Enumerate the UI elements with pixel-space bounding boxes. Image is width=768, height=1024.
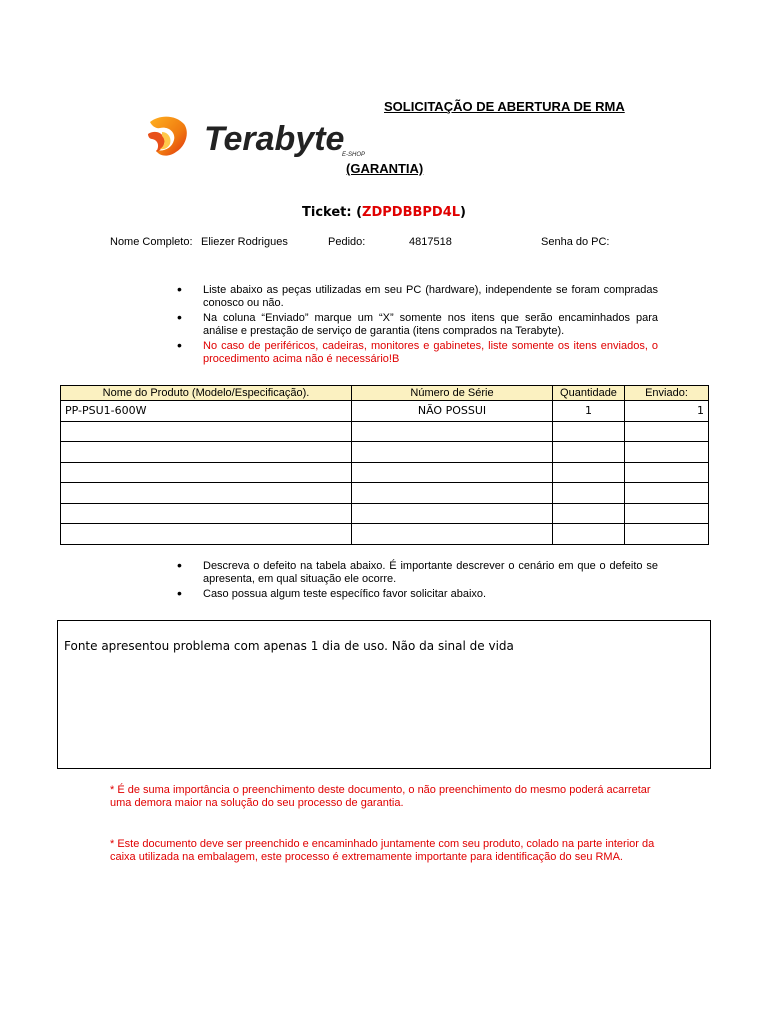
table-row [61, 462, 709, 483]
instruction-item: • Na coluna “Enviado” marque um “X” somente nos itens que serão encaminhados para análise e prestação de serviço de garantia (itens comprados na Terabyte). [176, 312, 658, 338]
name-value: Eliezer Rodrigues [201, 236, 288, 248]
table-header-row [61, 386, 709, 401]
parts-table [60, 385, 709, 545]
name-label: Nome Completo: [110, 236, 193, 248]
cell-sent[interactable] [625, 483, 709, 504]
cell-sent[interactable] [625, 524, 709, 545]
cell-quantity[interactable] [553, 462, 625, 483]
ticket-code: ZDPDBBPD4L [362, 205, 461, 220]
pc-password-label: Senha do PC: [541, 236, 610, 248]
cell-quantity[interactable]: 1 [553, 401, 625, 422]
cell-quantity[interactable] [553, 524, 625, 545]
cell-product[interactable] [61, 462, 352, 483]
form-title: SOLICITAÇÃO DE ABERTURA DE RMA [384, 99, 625, 114]
logo-eshop: E-SHOP [342, 152, 366, 158]
cell-serial[interactable] [352, 462, 553, 483]
cell-product[interactable] [61, 442, 352, 463]
table-row [61, 421, 709, 442]
defect-instruction-item: • Descreva o defeito na tabela abaixo. É importante descrever o cenário em que o defeito se apresenta, em qual situação ele ocorre. [176, 560, 658, 586]
cell-serial[interactable] [352, 483, 553, 504]
cell-quantity[interactable] [553, 421, 625, 442]
cell-serial[interactable] [352, 442, 553, 463]
cell-product[interactable] [61, 524, 352, 545]
instruction-item: • Liste abaixo as peças utilizadas em seu PC (hardware), independente se foram compradas conosco ou não. [176, 284, 658, 310]
cell-product[interactable] [61, 503, 352, 524]
cell-serial[interactable] [352, 421, 553, 442]
cell-product[interactable]: PP-PSU1-600W [61, 401, 352, 422]
col-header-product: Nome do Produto (Modelo/Especificação). [61, 386, 352, 401]
cell-sent[interactable]: 1 [625, 401, 709, 422]
col-header-sent: Enviado: [625, 386, 709, 401]
cell-sent[interactable] [625, 503, 709, 524]
cell-quantity[interactable] [553, 483, 625, 504]
defect-instruction-item: • Caso possua algum teste específico favor solicitar abaixo. [176, 588, 658, 601]
logo-wordmark: Terabyte [204, 120, 345, 158]
table-row [61, 442, 709, 463]
cell-serial[interactable] [352, 503, 553, 524]
cell-sent[interactable] [625, 442, 709, 463]
cell-quantity[interactable] [553, 503, 625, 524]
defect-description-text: Fonte apresentou problema com apenas 1 dia de uso. Não da sinal de vida [64, 639, 514, 653]
table-row [61, 401, 709, 422]
cell-product[interactable] [61, 483, 352, 504]
note-packaging: * Este documento deve ser preenchido e encaminhado juntamente com seu produto, colado na parte interior da caixa utilizada na embalagem, este processo é extremamente importante para identificação do seu RMA. [110, 838, 655, 863]
cell-sent[interactable] [625, 462, 709, 483]
instructions-list [176, 284, 658, 368]
table-row [61, 483, 709, 504]
defect-description-box[interactable] [57, 620, 711, 769]
note-importance: * É de suma importância o preenchimento deste documento, o não preenchimento do mesmo poderá acarretar uma demora maior na solução do seu processo de garantia. [110, 784, 651, 809]
table-row [61, 524, 709, 545]
ticket-label: Ticket: ( [302, 205, 363, 220]
form-subtitle: (GARANTIA) [346, 161, 424, 176]
cell-serial[interactable]: NÃO POSSUI [352, 401, 553, 422]
order-value: 4817518 [409, 236, 452, 248]
table-row [61, 503, 709, 524]
cell-serial[interactable] [352, 524, 553, 545]
flame-icon [148, 117, 187, 156]
col-header-serial: Número de Série [352, 386, 553, 401]
col-header-quantity: Quantidade [553, 386, 625, 401]
cell-product[interactable] [61, 421, 352, 442]
cell-quantity[interactable] [553, 442, 625, 463]
cell-sent[interactable] [625, 421, 709, 442]
terabyte-logo [146, 112, 386, 162]
defect-instructions-list [176, 560, 658, 603]
instruction-item-warning: • No caso de periféricos, cadeiras, monitores e gabinetes, liste somente os itens enviados, o procedimento acima não é necessário!B [176, 340, 658, 366]
order-label: Pedido: [328, 236, 366, 248]
ticket-line [0, 205, 768, 220]
ticket-close: ) [460, 205, 466, 220]
